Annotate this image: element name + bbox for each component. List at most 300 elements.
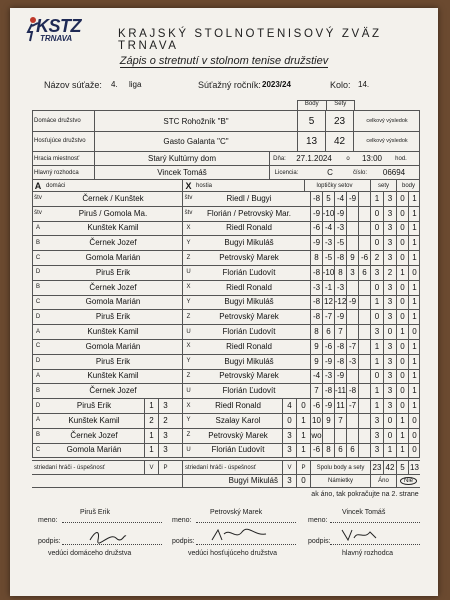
set-score: -8	[322, 383, 334, 398]
set-score	[358, 413, 370, 428]
set-score: -6	[358, 250, 370, 265]
sets-home: 3	[370, 265, 383, 280]
points-away: 1	[408, 191, 420, 206]
set-score	[346, 206, 358, 221]
home-substitutes-label: striedaní hráči - úspešnosť	[34, 464, 105, 471]
bugyi-p: 0	[296, 474, 310, 487]
set-score: -3	[310, 280, 322, 295]
set-score: -9	[334, 369, 346, 384]
match-row	[32, 369, 420, 385]
home-player: Piruš Erik	[95, 312, 131, 322]
season-value: 2023/24	[262, 80, 291, 89]
home-player: Gomola Marián	[66, 445, 122, 455]
home-player: Černek Jozef	[89, 282, 137, 292]
home-wins: 1	[144, 443, 158, 458]
away-slot: štv	[182, 206, 194, 221]
referee-label: Hlavný rozhodca	[34, 169, 79, 176]
away-losses: 1	[296, 413, 310, 428]
points-away: 0	[408, 443, 420, 458]
set-score: -3	[322, 369, 334, 384]
home-slot: štv	[34, 210, 42, 217]
set-score: -9	[322, 398, 334, 413]
league-value: liga	[129, 80, 142, 89]
away-player: Florián Ľudovít	[222, 386, 276, 396]
away-points: 13	[297, 131, 325, 151]
set-score: -4	[334, 191, 346, 206]
set-score: -11	[334, 383, 346, 398]
time-prefix: o	[346, 155, 350, 162]
away-slot: U	[182, 383, 194, 398]
away-player: Petrovský Marek	[219, 253, 279, 263]
away-team-name: Gasto Galanta "C"	[94, 131, 297, 151]
set-score: -8	[334, 250, 346, 265]
set-score: -3	[334, 221, 346, 236]
away-role: vedúci hosťujúceho družstva	[188, 550, 278, 557]
home-role: vedúci domáceho družstva	[48, 550, 132, 557]
number-label: číslo:	[352, 169, 367, 176]
set-score: -3	[334, 280, 346, 295]
home-slot: štv	[34, 195, 42, 202]
header-sets: sety	[370, 180, 396, 191]
license-value: C	[327, 168, 333, 177]
match-row	[32, 280, 420, 296]
sets-away: 0	[383, 324, 396, 339]
bugyi-v: 3	[282, 474, 296, 487]
set-score: -8	[334, 354, 346, 369]
set-score: -1	[322, 280, 334, 295]
set-score	[358, 309, 370, 324]
set-score: -8	[310, 309, 322, 324]
sets-away: 3	[383, 369, 396, 384]
away-losses: 1	[296, 428, 310, 443]
objections-label: Námietky	[310, 474, 370, 487]
sets-away: 3	[383, 309, 396, 324]
set-score: -4	[322, 221, 334, 236]
sets-away: 3	[383, 191, 396, 206]
away-slot: U	[182, 443, 194, 458]
sets-away: 3	[383, 221, 396, 236]
away-player: Bugyi Mikuláš	[224, 297, 274, 307]
set-score: -9	[322, 354, 334, 369]
set-score: 7	[334, 413, 346, 428]
sets-home: 1	[370, 339, 383, 354]
home-slot: A	[35, 328, 40, 335]
report-subtitle: Zápis o stretnutí v stolnom tenise družstiev	[119, 55, 329, 67]
header-x: X	[182, 180, 194, 191]
home-player: Piruš Erik	[95, 267, 131, 277]
away-player: Riedl Ronald	[226, 341, 272, 351]
home-losses: 2	[158, 413, 172, 428]
time-unit: hod.	[395, 155, 407, 162]
home-slot: A	[35, 224, 40, 231]
away-slot: Y	[182, 413, 194, 428]
match-row	[32, 383, 420, 399]
home-player: Kunštek Kamil	[87, 327, 139, 337]
points-home: 0	[396, 191, 408, 206]
points-away: 1	[408, 280, 420, 295]
home-slot: C	[35, 343, 41, 350]
away-slot: Y	[182, 235, 194, 250]
logo-text: KSTZ	[36, 16, 81, 36]
points-home: 1	[396, 428, 408, 443]
set-score: -8	[346, 383, 358, 398]
points-home: 0	[396, 280, 408, 295]
sum-sets-away: 42	[383, 461, 396, 474]
points-away: 0	[408, 265, 420, 280]
sets-home: 1	[370, 191, 383, 206]
overall-result-label-2: celkový výsledok	[353, 131, 420, 151]
away-player: Riedl Ronald	[226, 282, 272, 292]
home-slot: C	[35, 254, 41, 261]
away-player: Florián Ľudovít	[222, 267, 276, 277]
sets-away: 0	[383, 413, 396, 428]
sets-home: 0	[370, 369, 383, 384]
points-home: 0	[396, 206, 408, 221]
set-score: 9	[322, 413, 334, 428]
away-losses: 0	[296, 398, 310, 413]
set-score	[346, 221, 358, 236]
set-score: -7	[346, 339, 358, 354]
set-score: -10	[322, 265, 334, 280]
away-player: Florián / Petrovský Mar.	[206, 208, 292, 218]
objections-yes: Áno	[370, 474, 396, 487]
home-name-label: meno:	[38, 517, 58, 524]
set-score	[358, 295, 370, 310]
objections-no: Nie	[396, 474, 420, 487]
sets-home: 3	[370, 324, 383, 339]
away-wins: 4	[282, 398, 296, 413]
set-score: -6	[310, 221, 322, 236]
match-row	[32, 250, 420, 266]
sum-points-home: 5	[396, 461, 408, 474]
points-away: 1	[408, 383, 420, 398]
set-score	[358, 221, 370, 236]
points-home: 0	[396, 339, 408, 354]
home-wins: 2	[144, 413, 158, 428]
sets-away: 3	[383, 354, 396, 369]
away-slot: štv	[182, 191, 194, 206]
license-label: Licencia:	[269, 166, 303, 179]
header-a: A	[34, 180, 42, 191]
set-score: -8	[334, 339, 346, 354]
home-wins: 1	[144, 428, 158, 443]
set-score: 6	[346, 443, 358, 458]
points-home: 0	[396, 383, 408, 398]
match-row	[32, 206, 420, 222]
round-label: Kolo:	[330, 80, 351, 90]
home-player: Gomola Marián	[85, 253, 141, 263]
referee-row	[32, 166, 420, 180]
home-player: Gomola Marián	[85, 297, 141, 307]
header-away: hostia	[196, 182, 213, 189]
home-slot: D	[35, 402, 41, 409]
home-player: Černek Jozef	[70, 430, 118, 440]
home-player: Černek / Kunštek	[82, 193, 144, 203]
points-home: 0	[396, 309, 408, 324]
away-slot: U	[182, 265, 194, 280]
match-report-sheet	[10, 8, 438, 596]
sum-sets-home: 23	[370, 461, 383, 474]
set-score: -3	[322, 235, 334, 250]
set-score: -8	[310, 265, 322, 280]
away-leader-name: Petrovský Marek	[210, 509, 263, 516]
away-slot: X	[182, 398, 194, 413]
set-score	[346, 413, 358, 428]
sets-away: 3	[383, 250, 396, 265]
set-score: 9	[310, 339, 322, 354]
match-row	[32, 265, 420, 281]
set-score	[358, 191, 370, 206]
points-home: 0	[396, 235, 408, 250]
away-team-row	[32, 131, 420, 152]
set-score: -9	[310, 206, 322, 221]
ref-name: Vincek Tomáš	[342, 509, 386, 516]
bugyi-row	[32, 474, 420, 488]
sets-home: 1	[370, 354, 383, 369]
home-slot: C	[35, 298, 41, 305]
home-player: Piruš Erik	[76, 401, 112, 411]
set-score: -9	[346, 295, 358, 310]
logo-subtext: TRNAVA	[40, 34, 73, 43]
points-home: 1	[396, 413, 408, 428]
home-sign-label: podpis:	[38, 538, 61, 545]
match-row	[32, 191, 420, 207]
home-p-label: P	[158, 461, 172, 474]
home-slot: D	[35, 269, 41, 276]
home-sets: 23	[325, 111, 353, 131]
substitute-match-row	[32, 398, 420, 414]
set-score: 11	[334, 398, 346, 413]
points-away: 1	[408, 398, 420, 413]
set-score: -5	[334, 235, 346, 250]
away-slot: X	[182, 221, 194, 236]
away-slot: Z	[182, 309, 194, 324]
away-slot: X	[182, 339, 194, 354]
match-row	[32, 339, 420, 355]
points-home: 1	[396, 324, 408, 339]
points-home: 1	[396, 265, 408, 280]
sets-home: 1	[370, 383, 383, 398]
points-away: 1	[408, 221, 420, 236]
away-slot: X	[182, 280, 194, 295]
points-away: 0	[408, 324, 420, 339]
points-away: 0	[408, 428, 420, 443]
away-player: Florián Ľudovít	[222, 327, 276, 337]
set-score: -12	[334, 295, 346, 310]
referee-value: Vincek Tomáš	[94, 166, 269, 179]
sets-home: 0	[370, 280, 383, 295]
set-score: 9	[346, 250, 358, 265]
away-wins: 3	[282, 443, 296, 458]
match-row	[32, 309, 420, 325]
home-slot: B	[35, 432, 40, 439]
points-home: 0	[396, 295, 408, 310]
sets-home: 0	[370, 309, 383, 324]
set-score	[346, 428, 358, 443]
set-score	[346, 324, 358, 339]
set-score: 7	[334, 324, 346, 339]
home-slot: A	[35, 417, 40, 424]
sets-away: 0	[383, 428, 396, 443]
away-wins: 0	[282, 413, 296, 428]
home-slot: D	[35, 358, 41, 365]
set-score: 9	[310, 354, 322, 369]
set-score	[358, 383, 370, 398]
home-player: Kunštek Kamil	[87, 371, 139, 381]
home-slot: C	[35, 446, 41, 453]
points-away: 1	[408, 206, 420, 221]
home-player: Kunštek Kamil	[87, 223, 139, 233]
away-sign-label: podpis:	[172, 538, 195, 545]
set-score	[346, 235, 358, 250]
set-score	[358, 443, 370, 458]
points-home: 0	[396, 398, 408, 413]
home-signature	[88, 528, 128, 544]
home-losses: 3	[158, 398, 172, 413]
set-score: -9	[334, 206, 346, 221]
points-away: 0	[408, 413, 420, 428]
away-player: Florián Ľudovít	[211, 445, 265, 455]
away-player: Szalay Karol	[215, 415, 261, 425]
ref-role: hlavný rozhodca	[342, 550, 393, 557]
summary-label: Spolu body a sety	[310, 461, 370, 474]
set-score: -10	[322, 206, 334, 221]
set-score	[358, 398, 370, 413]
home-losses: 3	[158, 443, 172, 458]
set-score	[358, 206, 370, 221]
away-slot: Z	[182, 369, 194, 384]
match-row	[32, 295, 420, 311]
sets-home: 0	[370, 235, 383, 250]
points-away: 1	[408, 309, 420, 324]
set-score: -9	[346, 191, 358, 206]
points-home: 0	[396, 354, 408, 369]
date-label: Dňa:	[269, 152, 289, 165]
points-home: 0	[396, 250, 408, 265]
sets-away: 3	[383, 383, 396, 398]
set-score	[358, 369, 370, 384]
away-slot: Y	[182, 295, 194, 310]
bugyi-name: Bugyi Mikuláš	[182, 474, 282, 487]
set-score: 8	[322, 443, 334, 458]
kstz-logo	[24, 16, 94, 46]
continue-note: ak áno, tak pokračujte na 2. strane	[311, 491, 419, 498]
match-row	[32, 324, 420, 340]
substitutes-row	[32, 460, 420, 475]
time-value: 13:00	[361, 154, 383, 163]
set-score	[358, 280, 370, 295]
sets-home: 1	[370, 398, 383, 413]
set-score	[346, 309, 358, 324]
away-player: Bugyi Mikuláš	[224, 238, 274, 248]
ref-signature	[340, 526, 380, 544]
sets-home: 3	[370, 428, 383, 443]
set-score: -6	[322, 339, 334, 354]
set-score: 8	[310, 324, 322, 339]
set-score: -7	[322, 309, 334, 324]
set-score	[358, 324, 370, 339]
home-slot: B	[35, 387, 40, 394]
competition-value: 4.	[111, 80, 118, 89]
set-score: -7	[346, 398, 358, 413]
away-player: Riedl Ronald	[215, 401, 261, 411]
sets-away: 3	[383, 280, 396, 295]
away-sets: 42	[325, 131, 353, 151]
sets-away: 3	[383, 295, 396, 310]
set-score: 6	[334, 443, 346, 458]
home-slot: D	[35, 313, 41, 320]
points-away: 1	[408, 295, 420, 310]
set-score: 6	[322, 324, 334, 339]
sets-home: 0	[370, 206, 383, 221]
sets-away: 3	[383, 398, 396, 413]
away-player: Bugyi Mikuláš	[224, 356, 274, 366]
ref-name-label: meno:	[308, 517, 328, 524]
substitute-match-row	[32, 443, 420, 459]
header-points: body	[396, 180, 420, 191]
home-points: 5	[297, 111, 325, 131]
set-score	[358, 339, 370, 354]
points-away: 1	[408, 235, 420, 250]
away-team-label: Hosťujúce družstvo	[34, 138, 86, 144]
away-slot: U	[182, 324, 194, 339]
away-substitutes-label: striedaní hráči - úspešnosť	[182, 461, 282, 474]
match-row	[32, 221, 420, 237]
venue-row	[32, 152, 420, 166]
set-score	[334, 428, 346, 443]
set-score	[358, 428, 370, 443]
set-score	[346, 369, 358, 384]
home-v-label: V	[144, 461, 158, 474]
set-score: -5	[322, 250, 334, 265]
substitute-match-row	[32, 428, 420, 444]
home-player: Černek Jozef	[89, 238, 137, 248]
away-slot: Z	[182, 250, 194, 265]
home-slot: B	[35, 284, 40, 291]
home-player: Piruš Erik	[95, 356, 131, 366]
away-name-label: meno:	[172, 517, 192, 524]
round-value: 14.	[358, 80, 370, 89]
home-leader-name: Piruš Erik	[80, 509, 110, 516]
substitute-match-row	[32, 413, 420, 429]
sets-home: 3	[370, 413, 383, 428]
home-player: Gomola Marián	[85, 341, 141, 351]
away-signature	[210, 526, 270, 544]
set-score: 6	[358, 265, 370, 280]
competition-label: Názov súťaže:	[44, 80, 102, 90]
sum-points-away: 13	[408, 461, 420, 474]
set-score: -8	[310, 191, 322, 206]
set-score: -4	[310, 369, 322, 384]
points-away: 1	[408, 354, 420, 369]
match-row	[32, 354, 420, 370]
set-score: 7	[310, 383, 322, 398]
away-player: Petrovský Marek	[208, 430, 268, 440]
set-score	[358, 354, 370, 369]
sets-away: 3	[383, 339, 396, 354]
home-slot: B	[35, 239, 40, 246]
sets-home: 0	[370, 221, 383, 236]
sets-header: Sety	[326, 101, 355, 111]
away-wins: 3	[282, 428, 296, 443]
away-losses: 1	[296, 443, 310, 458]
home-team-row	[32, 110, 420, 132]
season-label: Súťažný ročník:	[198, 80, 261, 90]
away-slot: Z	[182, 428, 194, 443]
away-v-label: V	[282, 461, 296, 474]
home-wins: 1	[144, 398, 158, 413]
set-score: -8	[310, 295, 322, 310]
